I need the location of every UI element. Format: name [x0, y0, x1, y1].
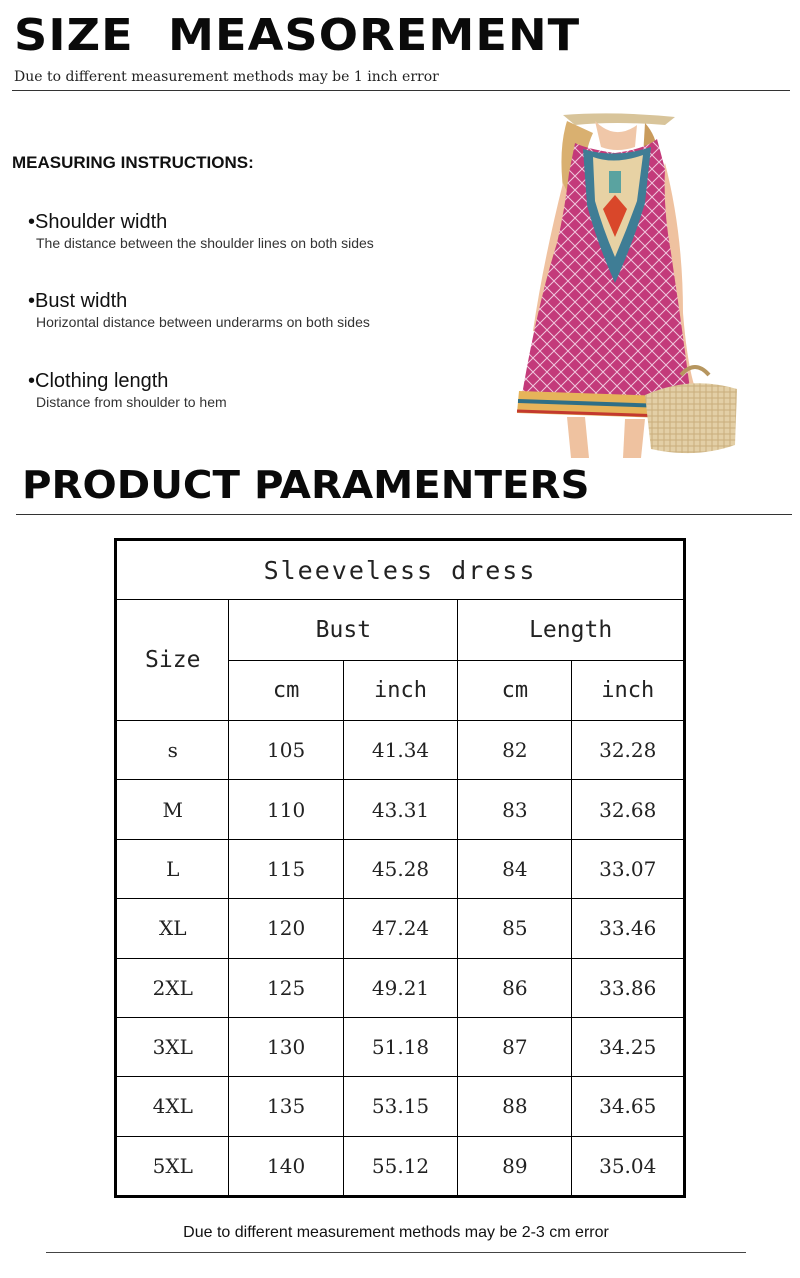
product-photo [505, 113, 753, 458]
bust-cm-cell: 135 [229, 1077, 343, 1136]
table-row [116, 1017, 685, 1076]
length-inch-cell: 34.25 [572, 1017, 685, 1076]
instruction-desc: The distance between the shoulder lines on both sides [36, 235, 374, 251]
bust-inch-header: inch [343, 660, 457, 720]
bust-inch-cell: 49.21 [343, 958, 457, 1017]
length-cm-cell: 82 [458, 721, 572, 780]
table-caption: Sleeveless dress [116, 540, 685, 600]
bust-cm-cell: 120 [229, 899, 343, 958]
instruction-label: •Shoulder width [28, 211, 168, 233]
length-cm-cell: 85 [458, 899, 572, 958]
bust-header: Bust [229, 600, 458, 660]
instruction-desc: Horizontal distance between underarms on both sides [36, 314, 370, 330]
length-inch-cell: 32.68 [572, 780, 685, 839]
size-table [114, 538, 686, 1198]
table-row [116, 899, 685, 958]
size-cell: 4XL [116, 1077, 229, 1136]
instruction-bust [28, 289, 370, 331]
bust-inch-cell: 53.15 [343, 1077, 457, 1136]
instructions-title: MEASURING INSTRUCTIONS: [12, 153, 254, 172]
size-cell: XL [116, 899, 229, 958]
product-parameters-title: PRODUCT PARAMENTERS [22, 463, 590, 507]
length-inch-cell: 33.07 [572, 839, 685, 898]
length-cm-header: cm [458, 660, 572, 720]
divider [12, 90, 790, 91]
length-inch-cell: 33.46 [572, 899, 685, 958]
length-inch-cell: 33.86 [572, 958, 685, 1017]
length-inch-header: inch [572, 660, 685, 720]
size-cell: s [116, 721, 229, 780]
length-cm-cell: 87 [458, 1017, 572, 1076]
table-row [116, 958, 685, 1017]
instruction-label: •Bust width [28, 290, 128, 312]
bust-cm-cell: 140 [229, 1136, 343, 1196]
size-cell: L [116, 839, 229, 898]
bust-cm-cell: 125 [229, 958, 343, 1017]
length-cm-cell: 83 [458, 780, 572, 839]
size-cell: M [116, 780, 229, 839]
size-cell: 5XL [116, 1136, 229, 1196]
table-row [116, 780, 685, 839]
size-header: Size [116, 600, 229, 721]
length-cm-cell: 86 [458, 958, 572, 1017]
table-row [116, 721, 685, 780]
bust-inch-cell: 41.34 [343, 721, 457, 780]
table-row [116, 1136, 685, 1196]
length-cm-cell: 88 [458, 1077, 572, 1136]
bust-cm-header: cm [229, 660, 343, 720]
size-cell: 3XL [116, 1017, 229, 1076]
measurement-note: Due to different measurement methods may be 1 inch error [14, 69, 439, 85]
length-inch-cell: 32.28 [572, 721, 685, 780]
table-row [116, 1077, 685, 1136]
bust-inch-cell: 45.28 [343, 839, 457, 898]
table-row [116, 839, 685, 898]
length-cm-cell: 84 [458, 839, 572, 898]
length-header: Length [458, 600, 685, 660]
size-rows [116, 721, 685, 1197]
instruction-length [28, 369, 227, 411]
divider [46, 1252, 746, 1253]
length-inch-cell: 35.04 [572, 1136, 685, 1196]
bust-inch-cell: 47.24 [343, 899, 457, 958]
size-cell: 2XL [116, 958, 229, 1017]
instruction-desc: Distance from shoulder to hem [36, 394, 227, 410]
length-cm-cell: 89 [458, 1136, 572, 1196]
bust-inch-cell: 51.18 [343, 1017, 457, 1076]
bust-cm-cell: 105 [229, 721, 343, 780]
bust-inch-cell: 43.31 [343, 780, 457, 839]
bust-cm-cell: 110 [229, 780, 343, 839]
instruction-shoulder [28, 210, 374, 252]
instruction-label: •Clothing length [28, 370, 169, 392]
footer-note: Due to different measurement methods may be 2-3 cm error [183, 1224, 609, 1241]
length-inch-cell: 34.65 [572, 1077, 685, 1136]
divider [16, 514, 792, 515]
bust-inch-cell: 55.12 [343, 1136, 457, 1196]
bust-cm-cell: 115 [229, 839, 343, 898]
bust-cm-cell: 130 [229, 1017, 343, 1076]
page-title: SIZE MEASOREMENT [14, 10, 581, 61]
